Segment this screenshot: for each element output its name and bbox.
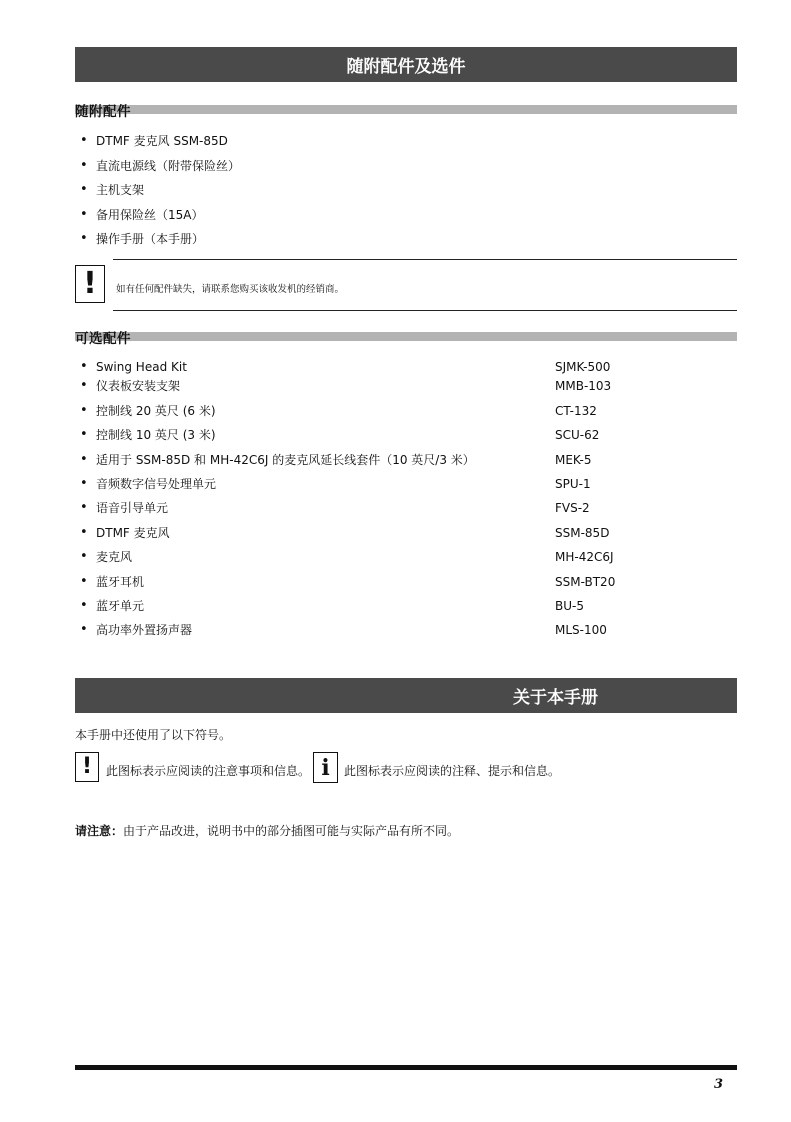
info-symbol-description: 此图标表示应阅读的注释、提示和信息。	[344, 764, 561, 778]
section-title: 随附配件及选件	[346, 57, 466, 77]
table-row: • 仪表板安装支架 MMB-103	[80, 378, 612, 394]
intro-text: 本手册中还使用了以下符号。	[75, 728, 232, 742]
option-name: 适用于 SSM-85D 和 MH-42C6J 的麦克风延长线套件（10 英尺/3 米）	[96, 452, 475, 467]
notice-bottom-rule	[113, 310, 737, 311]
table-row: • 蓝牙单元 BU-5	[80, 597, 584, 613]
table-row: • 适用于 SSM-85D 和 MH-42C6J 的麦克风延长线套件（10 英尺/3 米） MEK-5	[80, 451, 592, 467]
notice-text: 如有任何配件缺失，请联系您购买该收发机的经销商。	[116, 284, 345, 295]
option-code: MEK-5	[555, 452, 592, 467]
option-code: SJMK-500	[555, 360, 611, 374]
caution-icon: !	[75, 265, 105, 303]
list-item: • 直流电源线（附带保险丝）	[78, 158, 240, 183]
optional-list	[78, 359, 678, 647]
option-code: CT-132	[555, 403, 597, 418]
option-name: 麦克风	[96, 550, 133, 565]
note-text: 由于产品改进，说明书中的部分插图可能与实际产品有所不同。	[123, 824, 460, 838]
caution-icon: !	[75, 752, 99, 782]
table-row: • 控制线 10 英尺 (3 米) SCU-62	[80, 427, 600, 443]
note-label: 请注意：	[75, 824, 124, 838]
product-note	[75, 822, 459, 839]
table-row: • 高功率外置扬声器 MLS-100	[80, 622, 607, 638]
footer-rule	[75, 1065, 737, 1070]
included-subheading	[75, 101, 737, 120]
list-item: • DTMF 麦克风 SSM-85D	[78, 133, 240, 158]
option-code: MLS-100	[555, 623, 607, 638]
option-name: 控制线 10 英尺 (3 米)	[96, 428, 216, 443]
option-name: 蓝牙单元	[96, 598, 145, 613]
option-code: BU-5	[555, 598, 584, 613]
option-name: 语音引导单元	[96, 501, 169, 516]
list-item: • 备用保险丝（15A）	[78, 207, 240, 232]
table-row: • 控制线 20 英尺 (6 米) CT-132	[80, 402, 597, 418]
caution-symbol-description: 此图标表示应阅读的注意事项和信息。	[106, 764, 311, 778]
option-code: SSM-BT20	[555, 574, 616, 589]
option-code: SPU-1	[555, 476, 591, 491]
table-row: • 麦克风 MH-42C6J	[80, 549, 614, 565]
table-row: • 语音引导单元 FVS-2	[80, 500, 590, 516]
info-icon: i	[313, 752, 338, 783]
option-name: 高功率外置扬声器	[96, 623, 193, 638]
option-code: FVS-2	[555, 501, 590, 516]
table-row: • 音频数字信号处理单元 SPU-1	[80, 475, 591, 491]
option-code: SCU-62	[555, 428, 600, 443]
option-name: DTMF 麦克风	[96, 525, 170, 540]
page-number: 3	[713, 1077, 723, 1092]
list-item: • 主机支架	[78, 182, 240, 207]
option-name: 控制线 20 英尺 (6 米)	[96, 403, 216, 418]
optional-heading: 可选配件	[75, 327, 133, 347]
option-name: 音频数字信号处理单元	[96, 476, 217, 491]
table-row: • Swing Head Kit SJMK-500	[80, 359, 611, 374]
section-banner-accessories	[75, 47, 737, 82]
notice-top-rule	[113, 259, 737, 260]
option-name: Swing Head Kit	[96, 360, 187, 374]
section-banner-about-manual	[75, 678, 737, 713]
list-item: • 操作手册（本手册）	[78, 231, 240, 256]
option-name: 蓝牙耳机	[96, 574, 145, 589]
table-row: • DTMF 麦克风 SSM-85D	[80, 524, 610, 540]
optional-subheading	[75, 328, 737, 347]
section-title: 关于本手册	[513, 688, 598, 708]
option-code: SSM-85D	[555, 525, 610, 540]
option-code: MH-42C6J	[555, 550, 614, 565]
included-heading: 随附配件	[75, 100, 133, 120]
option-name: 仪表板安装支架	[96, 379, 181, 394]
included-list	[78, 133, 240, 256]
table-row: • 蓝牙耳机 SSM-BT20	[80, 573, 616, 589]
option-code: MMB-103	[555, 379, 612, 394]
